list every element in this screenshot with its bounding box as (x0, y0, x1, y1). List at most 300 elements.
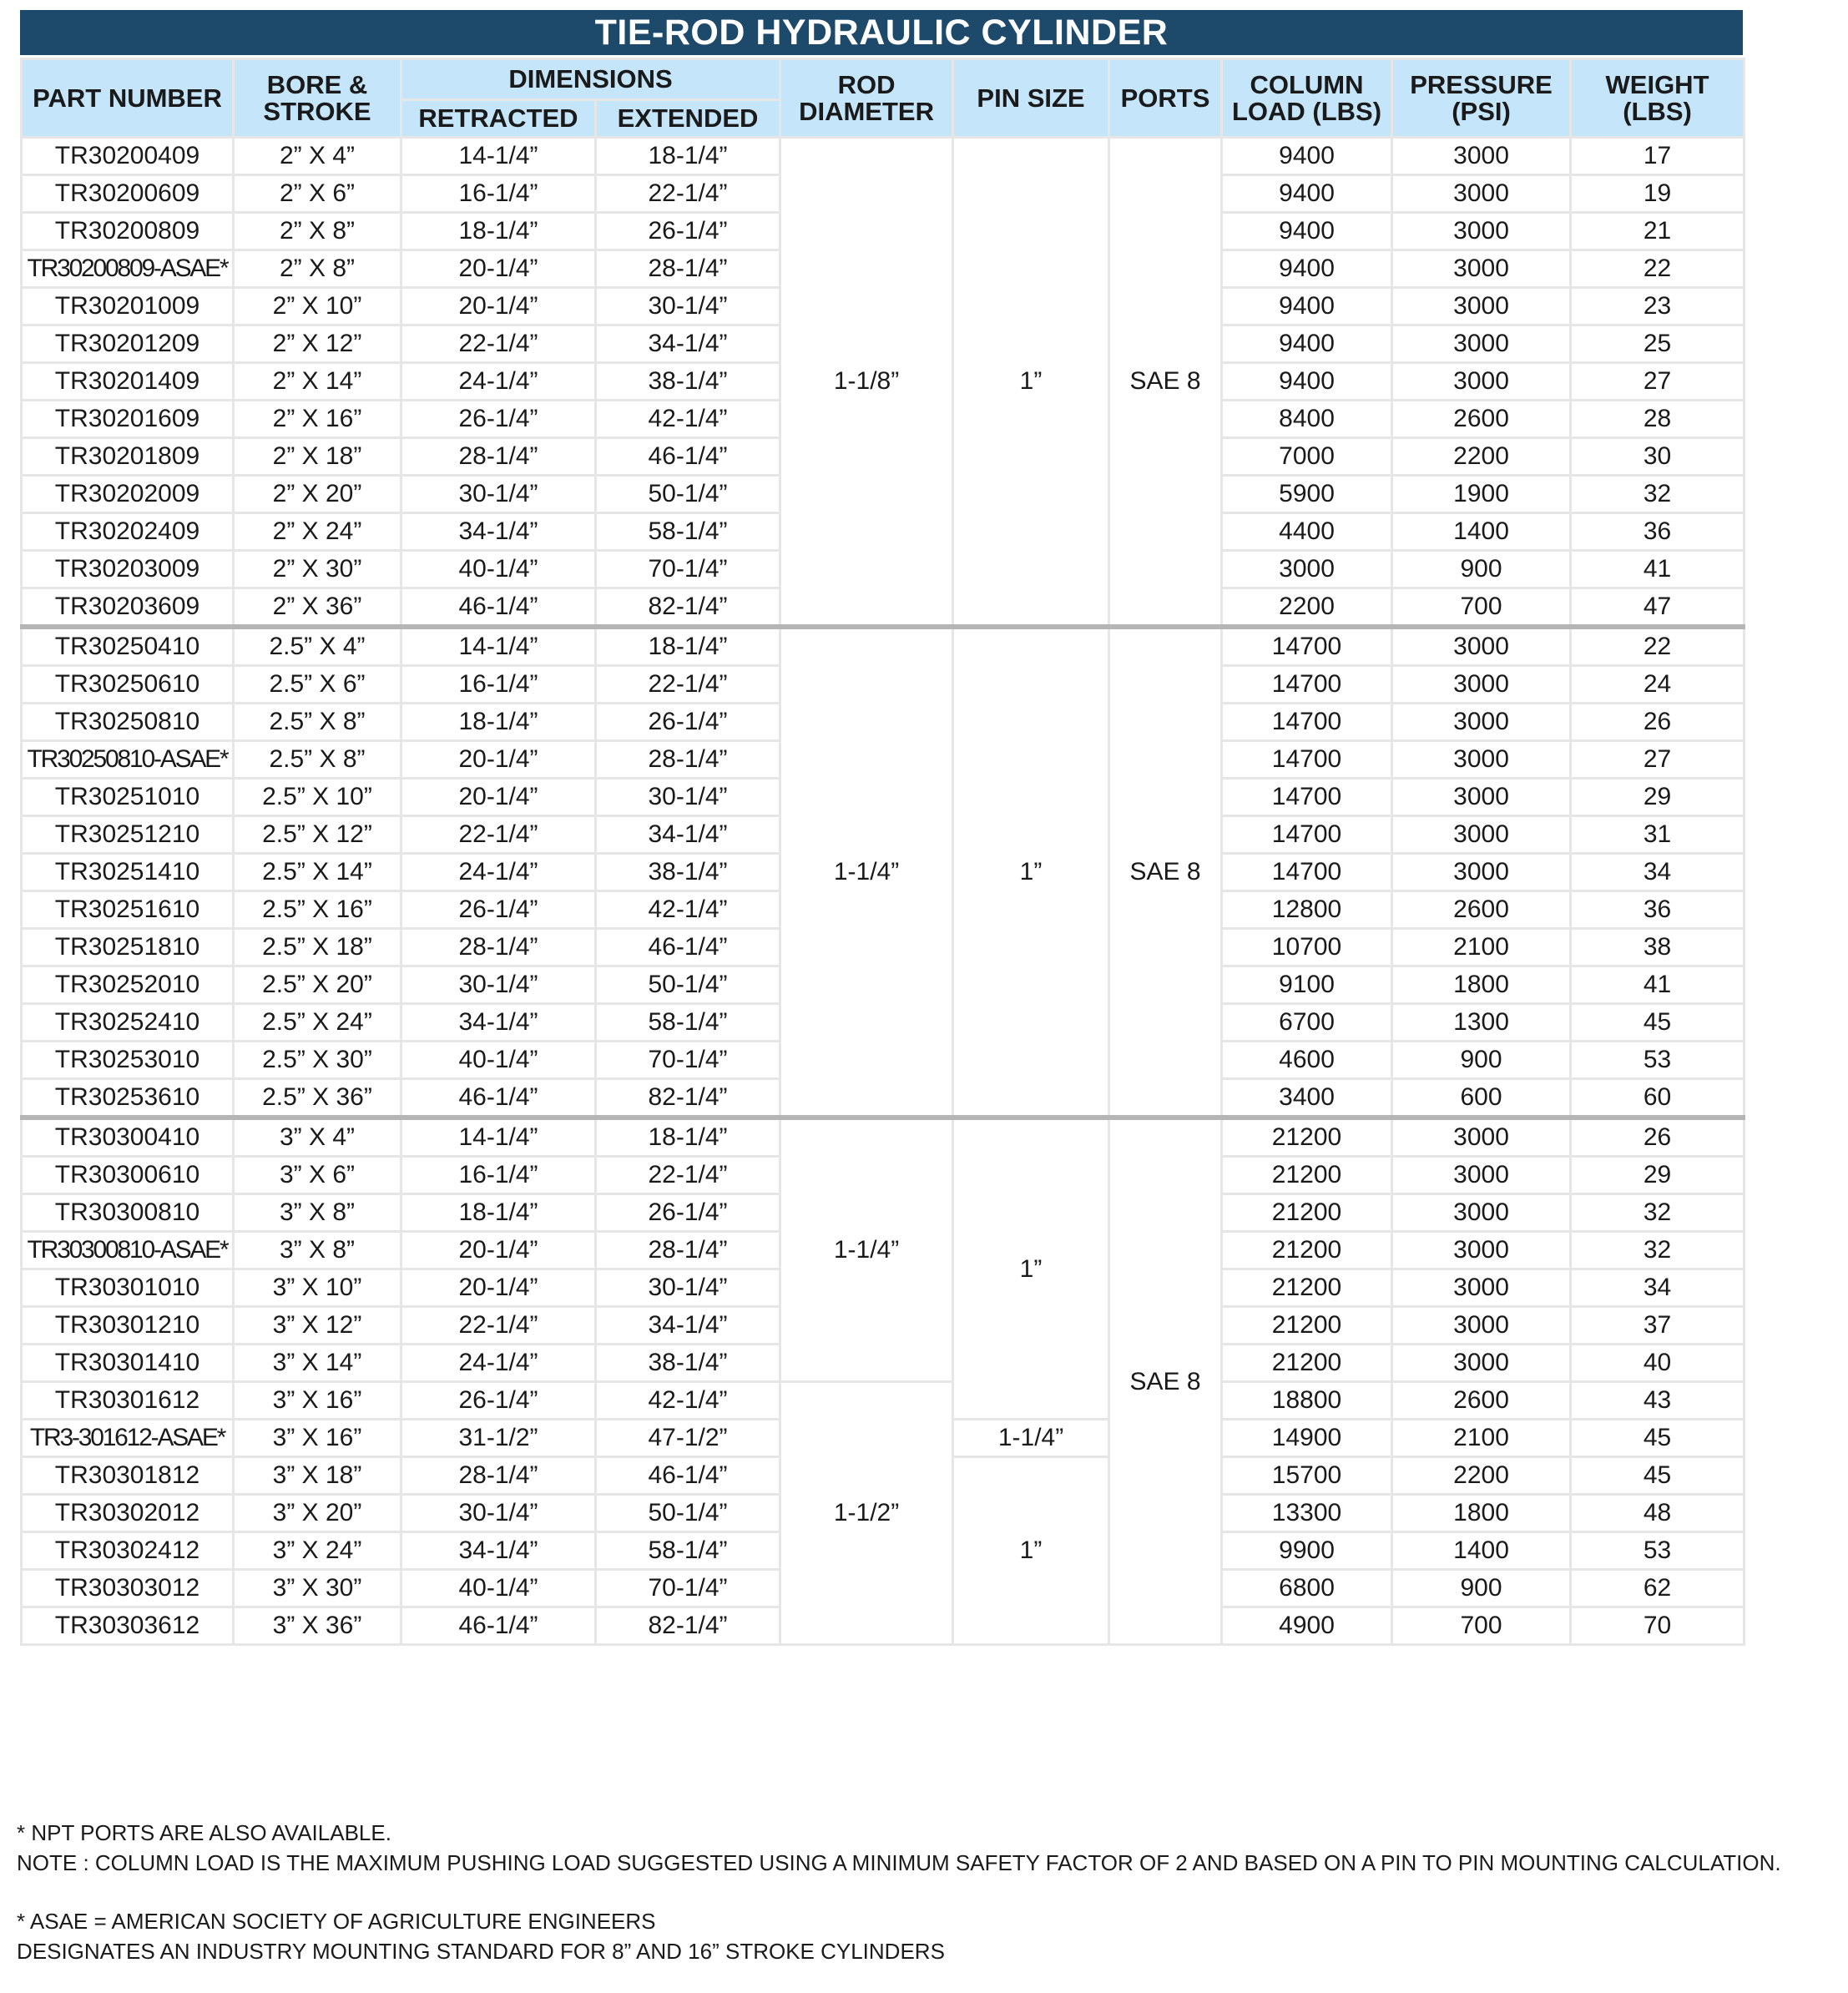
extended-cell: 82-1/4” (596, 1607, 780, 1645)
bore-stroke-cell: 2” X 14” (234, 363, 401, 401)
part-number-cell: TR30251610 (22, 891, 234, 929)
note-npt: * NPT PORTS ARE ALSO AVAILABLE. (17, 1820, 391, 1845)
weight-cell: 32 (1571, 1194, 1744, 1232)
weight-cell: 45 (1571, 1004, 1744, 1042)
column-load-cell: 6700 (1222, 1004, 1392, 1042)
column-load-cell: 3000 (1222, 551, 1392, 588)
pressure-cell: 3000 (1392, 175, 1571, 213)
column-load-cell: 14700 (1222, 816, 1392, 854)
pressure-cell: 3000 (1392, 250, 1571, 288)
extended-cell: 42-1/4” (596, 891, 780, 929)
bore-stroke-cell: 2” X 20” (234, 476, 401, 513)
weight-cell: 26 (1571, 1118, 1744, 1157)
bore-stroke-cell: 3” X 16” (234, 1382, 401, 1420)
retracted-cell: 22-1/4” (401, 1307, 596, 1345)
extended-cell: 34-1/4” (596, 816, 780, 854)
retracted-cell: 26-1/4” (401, 891, 596, 929)
retracted-cell: 18-1/4” (401, 213, 596, 250)
pressure-cell: 900 (1392, 551, 1571, 588)
header-rod-line2: DIAMETER (799, 96, 934, 126)
retracted-cell: 40-1/4” (401, 1042, 596, 1079)
column-load-cell: 13300 (1222, 1495, 1392, 1532)
bore-stroke-cell: 2.5” X 10” (234, 779, 401, 816)
extended-cell: 58-1/4” (596, 1532, 780, 1570)
weight-cell: 30 (1571, 438, 1744, 476)
extended-cell: 50-1/4” (596, 476, 780, 513)
bore-stroke-cell: 2” X 18” (234, 438, 401, 476)
header-rod-line1: ROD (837, 69, 896, 99)
pressure-cell: 2100 (1392, 929, 1571, 966)
table-row (22, 1118, 1744, 1157)
header-column-line1: COLUMN (1250, 69, 1364, 99)
bore-stroke-cell: 2.5” X 16” (234, 891, 401, 929)
column-load-cell: 9100 (1222, 966, 1392, 1004)
bore-stroke-cell: 3” X 24” (234, 1532, 401, 1570)
part-number-cell: TR30201809 (22, 438, 234, 476)
table-row (22, 138, 1744, 175)
column-load-cell: 21200 (1222, 1194, 1392, 1232)
retracted-cell: 40-1/4” (401, 551, 596, 588)
weight-cell: 40 (1571, 1345, 1744, 1382)
bore-stroke-cell: 2” X 12” (234, 325, 401, 363)
part-number-cell: TR30253610 (22, 1079, 234, 1118)
retracted-cell: 46-1/4” (401, 588, 596, 628)
extended-cell: 30-1/4” (596, 779, 780, 816)
bore-stroke-cell: 2.5” X 24” (234, 1004, 401, 1042)
bore-stroke-cell: 3” X 30” (234, 1570, 401, 1607)
column-load-cell: 21200 (1222, 1307, 1392, 1345)
bore-stroke-cell: 3” X 12” (234, 1307, 401, 1345)
extended-cell: 26-1/4” (596, 1194, 780, 1232)
header-weight (1571, 59, 1744, 138)
header-pressure-line1: PRESSURE (1410, 69, 1553, 99)
bore-stroke-cell: 2.5” X 8” (234, 704, 401, 741)
table-row (22, 1382, 1744, 1420)
part-number-cell: TR30252010 (22, 966, 234, 1004)
pressure-cell: 3000 (1392, 325, 1571, 363)
column-load-cell: 14700 (1222, 779, 1392, 816)
retracted-cell: 26-1/4” (401, 401, 596, 438)
extended-cell: 50-1/4” (596, 966, 780, 1004)
ports-cell: SAE 8 (1109, 138, 1222, 628)
table-body (22, 138, 1744, 1645)
part-number-cell: TR30302412 (22, 1532, 234, 1570)
pressure-cell: 2600 (1392, 891, 1571, 929)
pressure-cell: 3000 (1392, 138, 1571, 175)
weight-cell: 23 (1571, 288, 1744, 325)
bore-stroke-cell: 2.5” X 36” (234, 1079, 401, 1118)
retracted-cell: 40-1/4” (401, 1570, 596, 1607)
retracted-cell: 14-1/4” (401, 627, 596, 666)
pressure-cell: 1800 (1392, 966, 1571, 1004)
extended-cell: 26-1/4” (596, 704, 780, 741)
pressure-cell: 3000 (1392, 816, 1571, 854)
pin-size-cell: 1-1/4” (953, 1420, 1109, 1457)
weight-cell: 36 (1571, 513, 1744, 551)
table-row (22, 627, 1744, 666)
weight-cell: 60 (1571, 1079, 1744, 1118)
part-number-cell: TR30200809-ASAE* (22, 250, 234, 288)
column-load-cell: 21200 (1222, 1269, 1392, 1307)
part-number-cell: TR30202409 (22, 513, 234, 551)
weight-cell: 36 (1571, 891, 1744, 929)
extended-cell: 82-1/4” (596, 588, 780, 628)
bore-stroke-cell: 2.5” X 30” (234, 1042, 401, 1079)
bore-stroke-cell: 2” X 30” (234, 551, 401, 588)
column-load-cell: 21200 (1222, 1345, 1392, 1382)
retracted-cell: 26-1/4” (401, 1382, 596, 1420)
column-load-cell: 3400 (1222, 1079, 1392, 1118)
column-load-cell: 14700 (1222, 704, 1392, 741)
pressure-cell: 3000 (1392, 363, 1571, 401)
header-ports: PORTS (1109, 59, 1222, 138)
extended-cell: 28-1/4” (596, 250, 780, 288)
pressure-cell: 1300 (1392, 1004, 1571, 1042)
bore-stroke-cell: 2” X 4” (234, 138, 401, 175)
part-number-cell: TR30201209 (22, 325, 234, 363)
header-pressure (1392, 59, 1571, 138)
column-load-cell: 9400 (1222, 325, 1392, 363)
pressure-cell: 1400 (1392, 1532, 1571, 1570)
pressure-cell: 2200 (1392, 1457, 1571, 1495)
bore-stroke-cell: 3” X 8” (234, 1194, 401, 1232)
column-load-cell: 9400 (1222, 363, 1392, 401)
extended-cell: 30-1/4” (596, 288, 780, 325)
part-number-cell: TR30301812 (22, 1457, 234, 1495)
column-load-cell: 14700 (1222, 666, 1392, 704)
rod-diameter-cell: 1-1/4” (780, 1118, 953, 1382)
header-weight-line1: WEIGHT (1605, 69, 1709, 99)
weight-cell: 45 (1571, 1420, 1744, 1457)
column-load-cell: 6800 (1222, 1570, 1392, 1607)
column-load-cell: 21200 (1222, 1232, 1392, 1269)
retracted-cell: 34-1/4” (401, 513, 596, 551)
retracted-cell: 22-1/4” (401, 325, 596, 363)
retracted-cell: 16-1/4” (401, 666, 596, 704)
extended-cell: 18-1/4” (596, 1118, 780, 1157)
weight-cell: 17 (1571, 138, 1744, 175)
part-number-cell: TR30303612 (22, 1607, 234, 1645)
retracted-cell: 20-1/4” (401, 288, 596, 325)
retracted-cell: 30-1/4” (401, 1495, 596, 1532)
pin-size-cell: 1” (953, 627, 1109, 1118)
part-number-cell: TR30200409 (22, 138, 234, 175)
header-bore-stroke-line1: BORE & (266, 69, 368, 99)
column-load-cell: 10700 (1222, 929, 1392, 966)
weight-cell: 19 (1571, 175, 1744, 213)
pressure-cell: 3000 (1392, 1157, 1571, 1194)
extended-cell: 22-1/4” (596, 1157, 780, 1194)
retracted-cell: 28-1/4” (401, 1457, 596, 1495)
retracted-cell: 16-1/4” (401, 175, 596, 213)
part-number-cell: TR30250610 (22, 666, 234, 704)
pressure-cell: 3000 (1392, 854, 1571, 891)
pressure-cell: 3000 (1392, 288, 1571, 325)
pressure-cell: 900 (1392, 1570, 1571, 1607)
extended-cell: 38-1/4” (596, 1345, 780, 1382)
retracted-cell: 14-1/4” (401, 1118, 596, 1157)
extended-cell: 58-1/4” (596, 1004, 780, 1042)
bore-stroke-cell: 2.5” X 12” (234, 816, 401, 854)
extended-cell: 58-1/4” (596, 513, 780, 551)
extended-cell: 34-1/4” (596, 325, 780, 363)
weight-cell: 34 (1571, 1269, 1744, 1307)
weight-cell: 27 (1571, 741, 1744, 779)
part-number-cell: TR30201409 (22, 363, 234, 401)
weight-cell: 32 (1571, 476, 1744, 513)
pressure-cell: 1800 (1392, 1495, 1571, 1532)
retracted-cell: 28-1/4” (401, 929, 596, 966)
retracted-cell: 31-1/2” (401, 1420, 596, 1457)
pressure-cell: 1900 (1392, 476, 1571, 513)
column-load-cell: 5900 (1222, 476, 1392, 513)
part-number-cell: TR30301410 (22, 1345, 234, 1382)
note-column-load: NOTE : COLUMN LOAD IS THE MAXIMUM PUSHING LOAD SUGGESTED USING A MINIMUM SAFETY FACTOR OF 2 AND BASED ON A PIN TO PIN MOUNTING CALCULATION. (17, 1850, 1781, 1875)
bore-stroke-cell: 3” X 4” (234, 1118, 401, 1157)
extended-cell: 38-1/4” (596, 854, 780, 891)
pressure-cell: 3000 (1392, 741, 1571, 779)
extended-cell: 50-1/4” (596, 1495, 780, 1532)
part-number-cell: TR30301612 (22, 1382, 234, 1420)
bore-stroke-cell: 3” X 36” (234, 1607, 401, 1645)
header-dimensions: DIMENSIONS (401, 59, 780, 100)
header-retracted: RETRACTED (401, 100, 596, 138)
weight-cell: 53 (1571, 1042, 1744, 1079)
weight-cell: 37 (1571, 1307, 1744, 1345)
retracted-cell: 16-1/4” (401, 1157, 596, 1194)
retracted-cell: 24-1/4” (401, 363, 596, 401)
bore-stroke-cell: 2” X 8” (234, 213, 401, 250)
bore-stroke-cell: 3” X 20” (234, 1495, 401, 1532)
weight-cell: 43 (1571, 1382, 1744, 1420)
bore-stroke-cell: 2” X 36” (234, 588, 401, 628)
ports-cell: SAE 8 (1109, 1118, 1222, 1645)
header-column-load (1222, 59, 1392, 138)
retracted-cell: 14-1/4” (401, 138, 596, 175)
weight-cell: 25 (1571, 325, 1744, 363)
pressure-cell: 3000 (1392, 1118, 1571, 1157)
extended-cell: 18-1/4” (596, 627, 780, 666)
retracted-cell: 20-1/4” (401, 779, 596, 816)
bore-stroke-cell: 2.5” X 14” (234, 854, 401, 891)
column-load-cell: 4600 (1222, 1042, 1392, 1079)
weight-cell: 27 (1571, 363, 1744, 401)
part-number-cell: TR30251810 (22, 929, 234, 966)
weight-cell: 34 (1571, 854, 1744, 891)
column-load-cell: 14900 (1222, 1420, 1392, 1457)
header-bore-stroke-line2: STROKE (263, 96, 371, 126)
bore-stroke-cell: 2.5” X 8” (234, 741, 401, 779)
weight-cell: 53 (1571, 1532, 1744, 1570)
pressure-cell: 3000 (1392, 666, 1571, 704)
part-number-cell: TR30251210 (22, 816, 234, 854)
extended-cell: 46-1/4” (596, 438, 780, 476)
bore-stroke-cell: 3” X 8” (234, 1232, 401, 1269)
header-extended: EXTENDED (596, 100, 780, 138)
weight-cell: 31 (1571, 816, 1744, 854)
weight-cell: 41 (1571, 551, 1744, 588)
part-number-cell: TR30202009 (22, 476, 234, 513)
part-number-cell: TR30250810 (22, 704, 234, 741)
extended-cell: 47-1/2” (596, 1420, 780, 1457)
pressure-cell: 3000 (1392, 1269, 1571, 1307)
part-number-cell: TR30303012 (22, 1570, 234, 1607)
retracted-cell: 20-1/4” (401, 1269, 596, 1307)
extended-cell: 28-1/4” (596, 741, 780, 779)
weight-cell: 29 (1571, 779, 1744, 816)
part-number-cell: TR30200809 (22, 213, 234, 250)
column-load-cell: 18800 (1222, 1382, 1392, 1420)
retracted-cell: 20-1/4” (401, 1232, 596, 1269)
rod-diameter-cell: 1-1/8” (780, 138, 953, 628)
weight-cell: 22 (1571, 627, 1744, 666)
part-number-cell: TR30301010 (22, 1269, 234, 1307)
bore-stroke-cell: 3” X 14” (234, 1345, 401, 1382)
retracted-cell: 46-1/4” (401, 1079, 596, 1118)
pressure-cell: 2100 (1392, 1420, 1571, 1457)
retracted-cell: 28-1/4” (401, 438, 596, 476)
note-asae-description: DESIGNATES AN INDUSTRY MOUNTING STANDARD FOR 8” AND 16” STROKE CYLINDERS (17, 1939, 945, 1964)
pressure-cell: 3000 (1392, 627, 1571, 666)
weight-cell: 21 (1571, 213, 1744, 250)
pin-size-cell: 1” (953, 1118, 1109, 1420)
part-number-cell: TR3-301612-ASAE* (22, 1420, 234, 1457)
extended-cell: 22-1/4” (596, 175, 780, 213)
header-part-number: PART NUMBER (22, 59, 234, 138)
footnotes (17, 1818, 1781, 1966)
pressure-cell: 3000 (1392, 1194, 1571, 1232)
part-number-cell: TR30201009 (22, 288, 234, 325)
retracted-cell: 24-1/4” (401, 854, 596, 891)
weight-cell: 70 (1571, 1607, 1744, 1645)
pressure-cell: 900 (1392, 1042, 1571, 1079)
column-load-cell: 14700 (1222, 627, 1392, 666)
pressure-cell: 3000 (1392, 704, 1571, 741)
weight-cell: 48 (1571, 1495, 1744, 1532)
retracted-cell: 30-1/4” (401, 476, 596, 513)
extended-cell: 46-1/4” (596, 929, 780, 966)
retracted-cell: 20-1/4” (401, 250, 596, 288)
bore-stroke-cell: 2.5” X 4” (234, 627, 401, 666)
header-weight-line2: (LBS) (1623, 96, 1692, 126)
extended-cell: 70-1/4” (596, 551, 780, 588)
column-load-cell: 4900 (1222, 1607, 1392, 1645)
header-pin-size: PIN SIZE (953, 59, 1109, 138)
ports-cell: SAE 8 (1109, 627, 1222, 1118)
column-load-cell: 14700 (1222, 854, 1392, 891)
extended-cell: 34-1/4” (596, 1307, 780, 1345)
bore-stroke-cell: 2” X 10” (234, 288, 401, 325)
weight-cell: 62 (1571, 1570, 1744, 1607)
part-number-cell: TR30251410 (22, 854, 234, 891)
weight-cell: 38 (1571, 929, 1744, 966)
pressure-cell: 3000 (1392, 1307, 1571, 1345)
pressure-cell: 3000 (1392, 213, 1571, 250)
column-load-cell: 15700 (1222, 1457, 1392, 1495)
pressure-cell: 2600 (1392, 1382, 1571, 1420)
extended-cell: 18-1/4” (596, 138, 780, 175)
extended-cell: 26-1/4” (596, 213, 780, 250)
header-pressure-line2: (PSI) (1452, 96, 1511, 126)
pressure-cell: 700 (1392, 1607, 1571, 1645)
bore-stroke-cell: 3” X 16” (234, 1420, 401, 1457)
part-number-cell: TR30201609 (22, 401, 234, 438)
column-load-cell: 9400 (1222, 138, 1392, 175)
bore-stroke-cell: 2.5” X 6” (234, 666, 401, 704)
retracted-cell: 34-1/4” (401, 1004, 596, 1042)
pressure-cell: 3000 (1392, 1232, 1571, 1269)
retracted-cell: 46-1/4” (401, 1607, 596, 1645)
column-load-cell: 9400 (1222, 250, 1392, 288)
column-load-cell: 21200 (1222, 1157, 1392, 1194)
extended-cell: 70-1/4” (596, 1570, 780, 1607)
retracted-cell: 18-1/4” (401, 704, 596, 741)
extended-cell: 42-1/4” (596, 1382, 780, 1420)
column-load-cell: 12800 (1222, 891, 1392, 929)
part-number-cell: TR30250810-ASAE* (22, 741, 234, 779)
extended-cell: 70-1/4” (596, 1042, 780, 1079)
pressure-cell: 700 (1392, 588, 1571, 628)
column-load-cell: 8400 (1222, 401, 1392, 438)
extended-cell: 42-1/4” (596, 401, 780, 438)
retracted-cell: 30-1/4” (401, 966, 596, 1004)
column-load-cell: 21200 (1222, 1118, 1392, 1157)
pin-size-cell: 1” (953, 1457, 1109, 1645)
weight-cell: 24 (1571, 666, 1744, 704)
bore-stroke-cell: 2.5” X 20” (234, 966, 401, 1004)
rod-diameter-cell: 1-1/2” (780, 1382, 953, 1645)
extended-cell: 22-1/4” (596, 666, 780, 704)
bore-stroke-cell: 2” X 24” (234, 513, 401, 551)
bore-stroke-cell: 3” X 18” (234, 1457, 401, 1495)
pressure-cell: 2200 (1392, 438, 1571, 476)
column-load-cell: 14700 (1222, 741, 1392, 779)
extended-cell: 28-1/4” (596, 1232, 780, 1269)
part-number-cell: TR30300410 (22, 1118, 234, 1157)
pressure-cell: 3000 (1392, 779, 1571, 816)
part-number-cell: TR30300810-ASAE* (22, 1232, 234, 1269)
extended-cell: 38-1/4” (596, 363, 780, 401)
bore-stroke-cell: 2.5” X 18” (234, 929, 401, 966)
table-title: TIE-ROD HYDRAULIC CYLINDER (20, 10, 1743, 55)
bore-stroke-cell: 3” X 6” (234, 1157, 401, 1194)
part-number-cell: TR30302012 (22, 1495, 234, 1532)
column-load-cell: 2200 (1222, 588, 1392, 628)
extended-cell: 30-1/4” (596, 1269, 780, 1307)
weight-cell: 26 (1571, 704, 1744, 741)
part-number-cell: TR30253010 (22, 1042, 234, 1079)
spec-sheet (20, 10, 1743, 1646)
bore-stroke-cell: 2” X 8” (234, 250, 401, 288)
extended-cell: 46-1/4” (596, 1457, 780, 1495)
column-load-cell: 9400 (1222, 213, 1392, 250)
part-number-cell: TR30301210 (22, 1307, 234, 1345)
retracted-cell: 24-1/4” (401, 1345, 596, 1382)
pin-size-cell: 1” (953, 138, 1109, 628)
pressure-cell: 600 (1392, 1079, 1571, 1118)
weight-cell: 45 (1571, 1457, 1744, 1495)
pressure-cell: 2600 (1392, 401, 1571, 438)
part-number-cell: TR30203609 (22, 588, 234, 628)
column-load-cell: 9900 (1222, 1532, 1392, 1570)
header-column-line2: LOAD (LBS) (1231, 96, 1382, 126)
weight-cell: 41 (1571, 966, 1744, 1004)
weight-cell: 29 (1571, 1157, 1744, 1194)
rod-diameter-cell: 1-1/4” (780, 627, 953, 1118)
part-number-cell: TR30200609 (22, 175, 234, 213)
weight-cell: 28 (1571, 401, 1744, 438)
part-number-cell: TR30203009 (22, 551, 234, 588)
